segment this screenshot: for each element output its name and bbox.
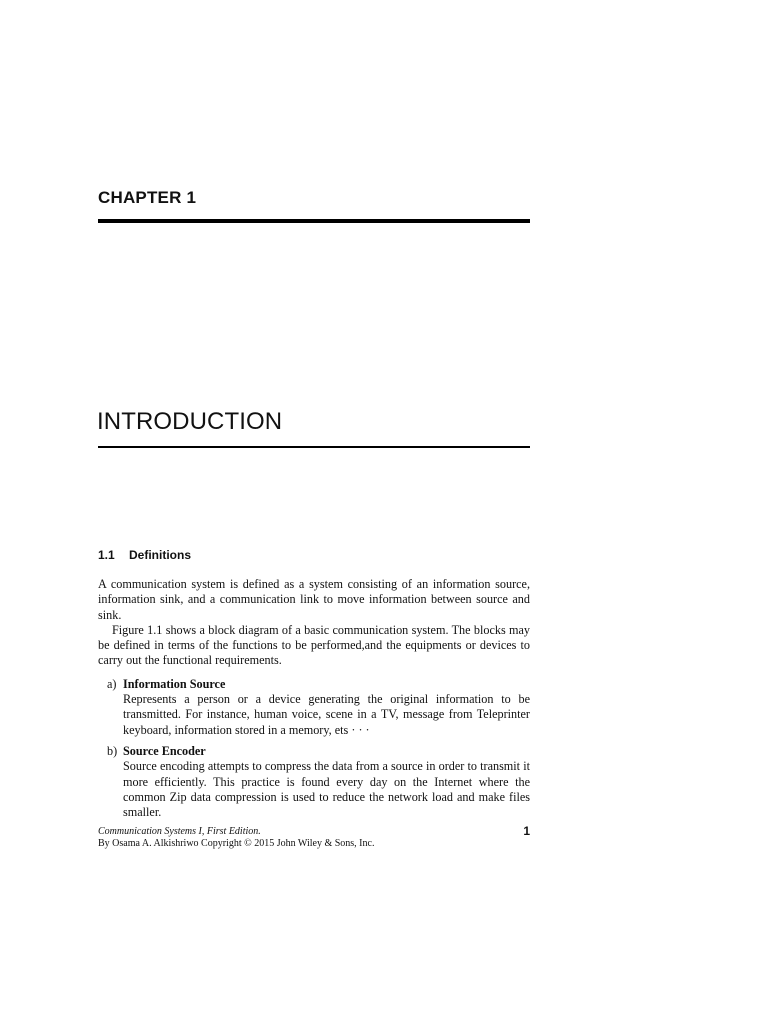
paragraph: A communication system is defined as a system consisting of an information source, information sink, and a communication link to move information between source and sink. bbox=[98, 577, 530, 622]
definition-item bbox=[98, 744, 530, 820]
footer-copyright: By Osama A. Alkishriwo Copyright © 2015 John Wiley & Sons, Inc. bbox=[98, 838, 375, 849]
section-number: 1.1 bbox=[98, 548, 115, 562]
definition-item bbox=[98, 677, 530, 738]
body-text bbox=[98, 577, 530, 826]
chapter-rule bbox=[98, 219, 530, 223]
list-marker: b) bbox=[107, 743, 118, 758]
paragraph: Figure 1.1 shows a block diagram of a basic communication system. The blocks may be defined in terms of the functions to be performed,and the equipments or devices to carry out the functional requirements. bbox=[98, 622, 530, 668]
definition-term: Source Encoder bbox=[123, 743, 206, 758]
section-heading bbox=[98, 548, 191, 562]
chapter-title: INTRODUCTION bbox=[97, 408, 283, 435]
chapter-label: CHAPTER 1 bbox=[98, 188, 197, 207]
definition-list bbox=[98, 677, 530, 821]
definition-description: Represents a person or a device generating the original information to be transmitted. For instance, human voice, scene in a TV, message from Teleprinter keyboard, information stored in a memory, ets · · · bbox=[123, 692, 530, 737]
list-marker: a) bbox=[107, 676, 117, 691]
definition-description: Source encoding attempts to compress the data from a source in order to transmit it more efficiently. This practice is found every day on the Internet where the common Zip data compression is used to reduce the network load and make files smaller. bbox=[123, 759, 530, 820]
definition-term: Information Source bbox=[123, 676, 226, 691]
footer-book-title: Communication Systems I, First Edition. bbox=[98, 826, 261, 837]
section-title: Definitions bbox=[129, 548, 191, 562]
title-rule bbox=[98, 446, 530, 448]
page-number: 1 bbox=[523, 824, 530, 838]
